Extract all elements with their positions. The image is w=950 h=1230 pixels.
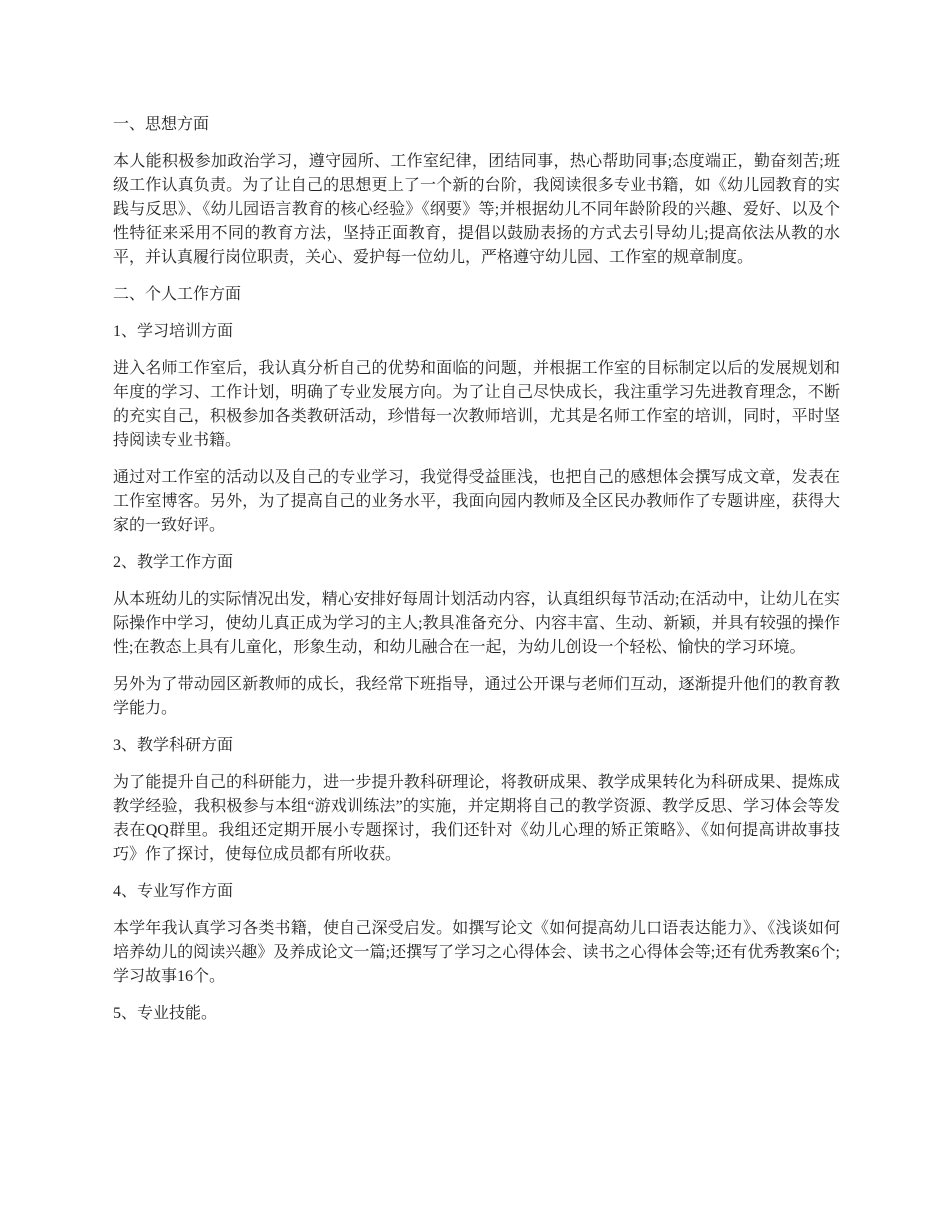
paragraph-research: 为了能提升自己的科研能力，进一步提升教科研理论，将教研成果、教学成果转化为科研成果、提炼成教学经验，我积极参与本组“游戏训练法”的实施，并定期将自己的教学资源、教学反思、学习体会等发表在QQ群里。我组还定期开展小专题探讨，我们还针对《幼儿心理的矫正策略》、《如何提高讲故事技巧》作了探讨，使每位成员都有所收获。 [113,774,840,863]
document-page [113,113,840,1039]
subheading-writing: 4、专业写作方面 [113,883,234,900]
subheading-training: 1、学习培训方面 [113,323,234,340]
subheading-research: 3、教学科研方面 [113,737,234,754]
paragraph-teaching-1: 从本班幼儿的实际情况出发，精心安排好每周计划活动内容，认真组织每节活动;在活动中，让幼儿在实际操作中学习，使幼儿真正成为学习的主人;教具准备充分、内容丰富、生动、新颖，并具有较强的操作性;在教态上具有儿童化，形象生动，和幼儿融合在一起，为幼儿创设一个轻松、愉快的学习环境。 [113,591,840,656]
section-heading-thought: 一、思想方面 [113,116,210,133]
paragraph-writing: 本学年我认真学习各类书籍，使自己深受启发。如撰写论文《如何提高幼儿口语表达能力》、《浅谈如何培养幼儿的阅读兴趣》及养成论文一篇;还撰写了学习之心得体会、读书之心得体会等;还有优秀教案6个;学习故事16个。 [113,920,840,985]
paragraph-training-2: 通过对工作室的活动以及自己的专业学习，我觉得受益匪浅，也把自己的感想体会撰写成文章，发表在工作室博客。另外，为了提高自己的业务水平，我面向园内教师及全区民办教师作了专题讲座，获得大家的一致好评。 [113,469,840,534]
section-heading-personal-work: 二、个人工作方面 [113,286,242,303]
paragraph-training-1: 进入名师工作室后，我认真分析自己的优势和面临的问题，并根据工作室的目标制定以后的发展规划和年度的学习、工作计划，明确了专业发展方向。为了让自己尽快成长，我注重学习先进教育理念，不断的充实自己，积极参加各类教研活动，珍惜每一次教师培训，尤其是名师工作室的培训，同时，平时坚持阅读专业书籍。 [113,360,840,449]
subheading-skills: 5、专业技能。 [113,1005,218,1022]
paragraph-thought: 本人能积极参加政治学习，遵守园所、工作室纪律，团结同事，热心帮助同事;态度端正，勤奋刻苦;班级工作认真负责。为了让自己的思想更上了一个新的台阶，我阅读很多专业书籍，如《幼儿园教育的实践与反思》、《幼儿园语言教育的核心经验》《纲要》等;并根据幼儿不同年龄阶段的兴趣、爱好、以及个性特征来采用不同的教育方法，坚持正面教育，提倡以鼓励表扬的方式去引导幼儿;提高依法从教的水平，并认真履行岗位职责，关心、爱护每一位幼儿，严格遵守幼儿园、工作室的规章制度。 [113,153,840,266]
subheading-teaching: 2、教学工作方面 [113,554,234,571]
paragraph-teaching-2: 另外为了带动园区新教师的成长，我经常下班指导，通过公开课与老师们互动，逐渐提升他们的教育教学能力。 [113,676,840,717]
